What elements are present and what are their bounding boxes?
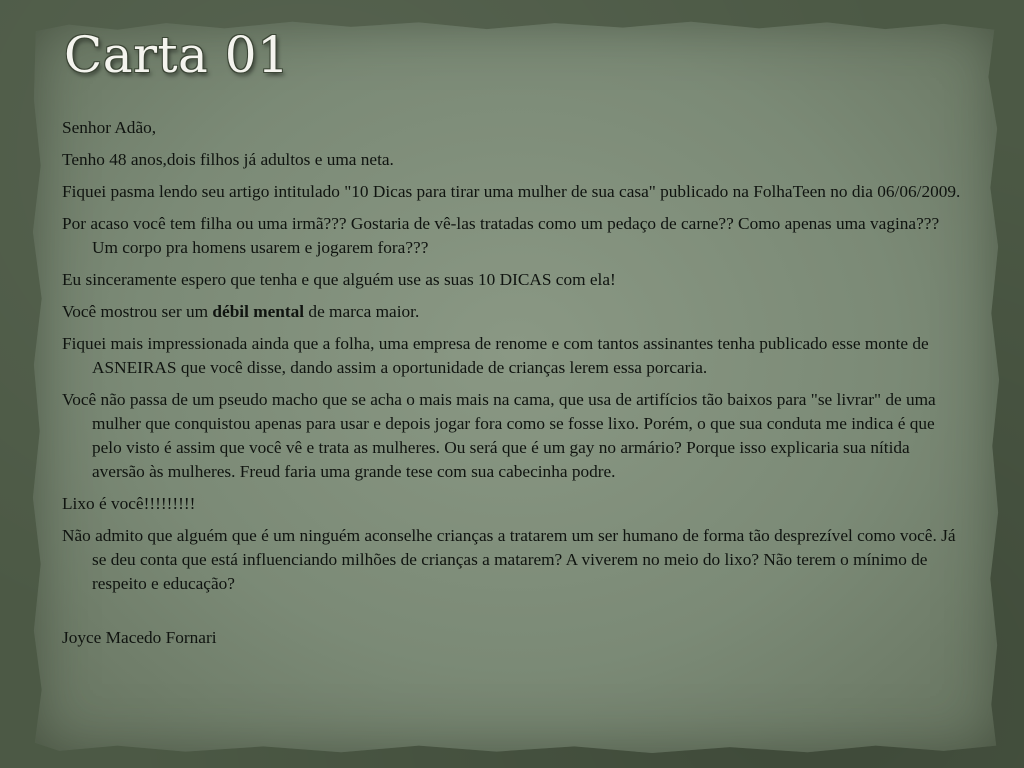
letter-paragraph-2: Fiquei pasma lendo seu artigo intitulado "10 Dicas para tirar uma mulher de sua casa" publicado na FolhaTeen no dia 06/06/2009. [62,182,961,201]
letter-paragraph-7: Você não passa de um pseudo macho que se acha o mais mais na cama, que usa de artifícios tão baixos para "se livrar" de uma mulher que conquistou apenas para usar e depois jogar fora como se fosse lixo. Porém, o que sua conduta me indica é que pelo visto é assim que você vê e trata as mulheres. Ou será que é um gay no armário? Porque isso explicaria sua nítida aversão às mulheres. Freud faria uma grande tese com sua cabecinha podre. [62,390,936,481]
paragraph-5-bold: débil mental [212,302,305,321]
letter-greeting: Senhor Adão, [62,118,157,137]
letter-signature: Joyce Macedo Fornari [62,628,217,647]
letter-body [62,116,962,658]
letter-paragraph-4: Eu sinceramente espero que tenha e que alguém use as suas 10 DICAS com ela! [62,270,616,289]
letter-paragraph-1: Tenho 48 anos,dois filhos já adultos e uma neta. [62,150,394,169]
letter-paragraph-3: Por acaso você tem filha ou uma irmã??? Gostaria de vê-las tratadas como um pedaço de carne?? Como apenas uma vagina??? Um corpo pra homens usarem e jogarem fora??? [62,214,940,257]
letter-paragraph-6: Fiquei mais impressionada ainda que a folha, uma empresa de renome e com tantos assinantes tenha publicado esse monte de ASNEIRAS que você disse, dando assim a oportunidade de crianças lerem essa porcaria. [62,334,929,377]
letter-paragraph-8: Lixo é você!!!!!!!!! [62,494,196,513]
paragraph-5-before: Você mostrou ser um [62,302,213,321]
slide-title: Carta 01 [64,26,290,84]
paragraph-5-after: de marca maior. [304,302,420,321]
letter-paragraph-5 [62,300,962,324]
letter-paragraph-9: Não admito que alguém que é um ninguém aconselhe crianças a tratarem um ser humano de forma tão desprezível como você. Já se deu conta que está influenciando milhões de crianças a matarem? A viverem no meio do lixo? Não terem o mínimo de respeito e educação? [62,526,956,593]
